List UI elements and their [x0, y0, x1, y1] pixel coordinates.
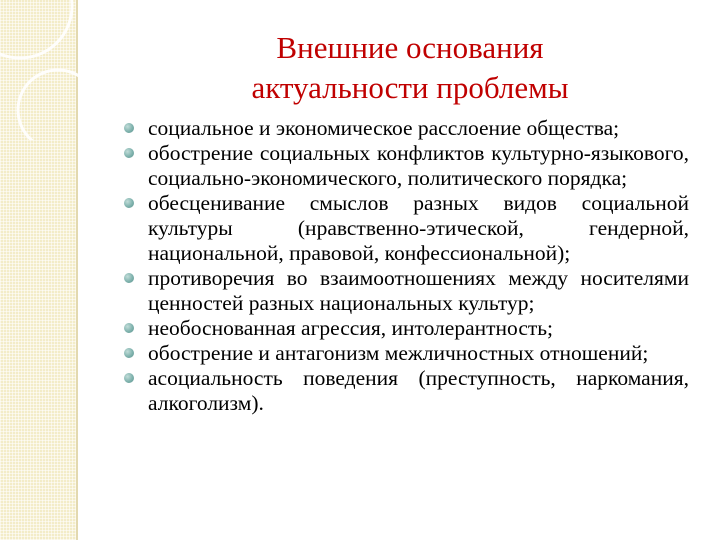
list-item-text: необоснованная агрессия, интолерантность; [148, 316, 554, 340]
slide-title-line-2: актуальности проблемы [251, 70, 569, 105]
list-item [148, 316, 689, 341]
list-item-text: социальное и экономическое расслоение общества; [148, 116, 620, 140]
list-item [148, 116, 689, 141]
bullet-icon [124, 273, 134, 283]
bullet-list [148, 116, 689, 416]
bullet-icon [124, 148, 134, 158]
bullet-icon [124, 123, 134, 133]
bullet-icon [124, 373, 134, 383]
list-item-text: противоречия во взаимоотношениях между носителями ценностей разных национальных культур; [148, 266, 689, 315]
bullet-icon [124, 198, 134, 208]
list-item-text: асоциальность поведения (преступность, наркомания, алкоголизм). [148, 366, 689, 415]
slide-title [120, 28, 700, 108]
list-item [148, 191, 689, 266]
slide-title-line-1: Внешние основания [276, 30, 544, 65]
list-item [148, 141, 689, 191]
list-item-text: обострение социальных конфликтов культурно-языкового, социально-экономического, политического порядка; [148, 141, 689, 190]
bullet-icon [124, 348, 134, 358]
list-item-text: обострение и антагонизм межличностных отношений; [148, 341, 649, 365]
list-item [148, 266, 689, 316]
list-item [148, 366, 689, 416]
list-item [148, 341, 689, 366]
bullet-icon [124, 323, 134, 333]
list-item-text: обесценивание смыслов разных видов социальной культуры (нравственно-этической, гендерной, национальной, правовой, конфессиональной); [148, 191, 689, 265]
decorative-circles [0, 0, 120, 140]
